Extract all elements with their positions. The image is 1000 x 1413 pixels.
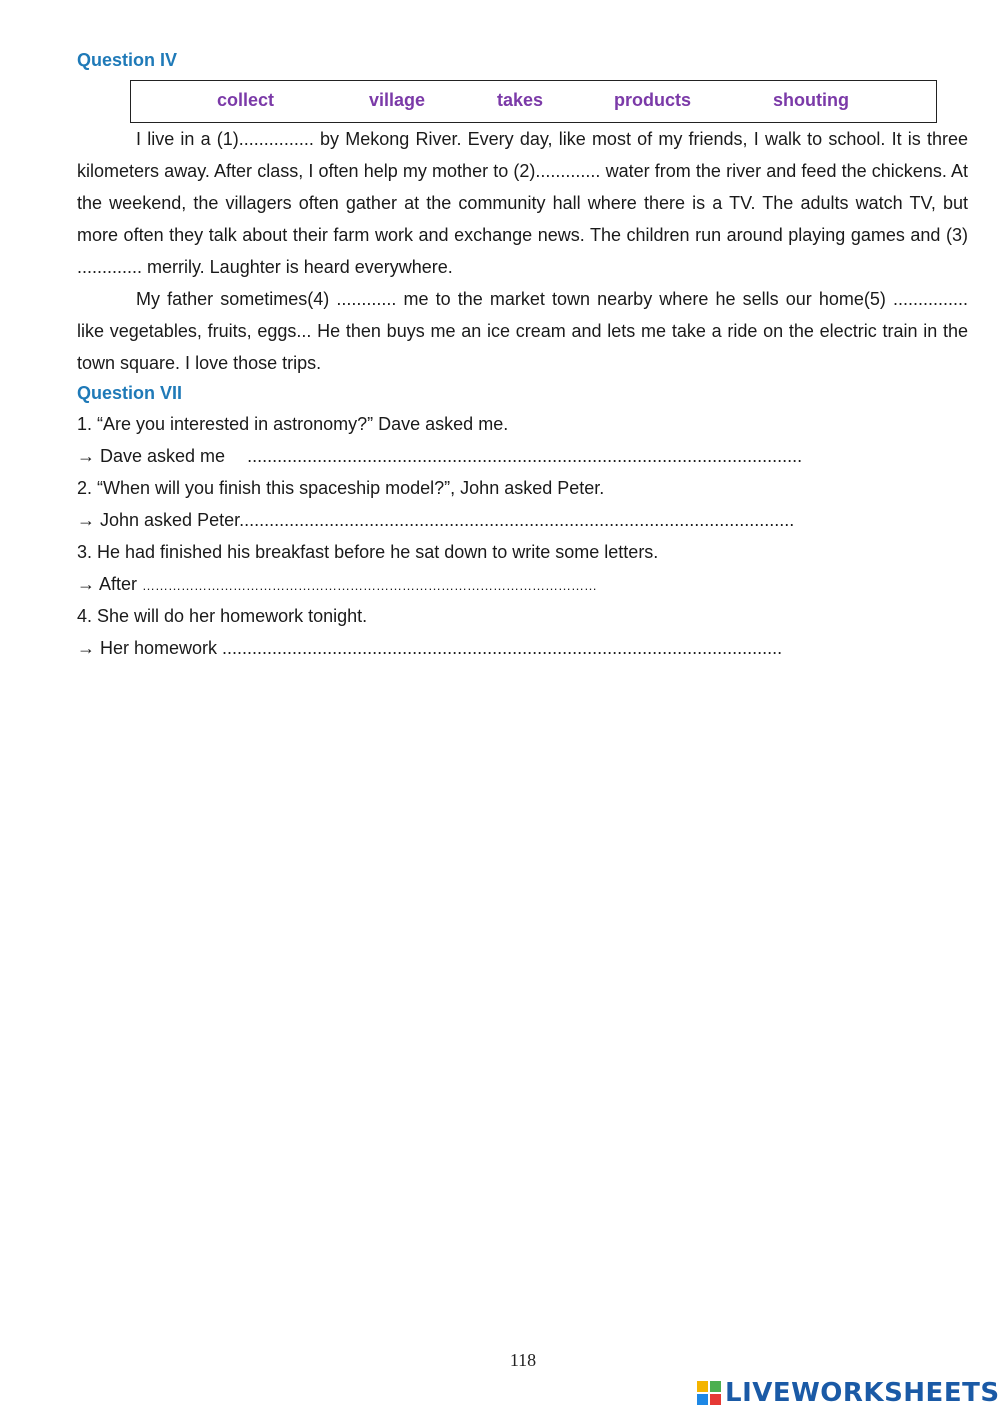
answer-line-1[interactable] <box>77 446 802 467</box>
answer-line-2[interactable] <box>77 510 794 531</box>
answer-prefix: → Dave asked me <box>77 446 226 466</box>
liveworksheets-logo-icon <box>697 1381 721 1405</box>
word-bank-item: village <box>369 90 426 110</box>
rewrite-sentence-4: 4. She will do her homework tonight. <box>77 606 368 626</box>
passage-paragraph-2: My father sometimes(4) ............ me to the market town nearby where he sells our home(5) ............... like vegetables, fruits, eggs... He then buys me an ice cream and lets me take a ride on the electric train in the town square. I love those trips. <box>77 289 968 373</box>
liveworksheets-logo-text: LIVEWORKSHEETS <box>725 1378 1000 1408</box>
answer-prefix: → Her homework <box>77 638 218 658</box>
liveworksheets-logo <box>697 1378 1000 1408</box>
answer-prefix: → After <box>77 574 138 594</box>
answer-line-4[interactable] <box>77 638 782 659</box>
word-bank-item: takes <box>497 90 544 110</box>
answer-prefix: → John asked Peter <box>77 510 240 530</box>
question-vii-heading: Question VII <box>77 383 183 403</box>
rewrite-sentence-3: 3. He had finished his breakfast before he sat down to write some letters. <box>77 542 659 562</box>
word-bank <box>130 80 937 123</box>
answer-blank[interactable]: ............................................................................................................... <box>247 446 803 466</box>
word-bank-item: shouting <box>773 90 849 110</box>
passage-paragraph-1: I live in a (1)............... by Mekong River. Every day, like most of my friends, I walk to school. It is three kilometers away. After class, I often help my mother to (2)............. water from the river and feed the chickens. At the weekend, the villagers often gather at the community hall where there is a TV. The adults watch TV, but more often they talk about their farm work and exchange news. The children run around playing games and (3) ............. merrily. Laughter is heard everywhere. <box>77 129 968 277</box>
answer-blank[interactable]: …………………………………………………………………………………………… <box>142 578 598 593</box>
page-number: 118 <box>509 1350 537 1370</box>
answer-blank[interactable]: ............................................................................................................... <box>239 510 795 530</box>
answer-blank[interactable]: ................................................................................................................ <box>222 638 783 658</box>
question-iv-heading: Question IV <box>77 50 178 70</box>
rewrite-sentence-2: 2. “When will you finish this spaceship model?”, John asked Peter. <box>77 478 605 498</box>
word-bank-item: products <box>614 90 692 110</box>
rewrite-sentence-1: 1. “Are you interested in astronomy?” Dave asked me. <box>77 414 509 434</box>
word-bank-item: collect <box>217 90 275 110</box>
answer-line-3[interactable] <box>77 574 597 595</box>
